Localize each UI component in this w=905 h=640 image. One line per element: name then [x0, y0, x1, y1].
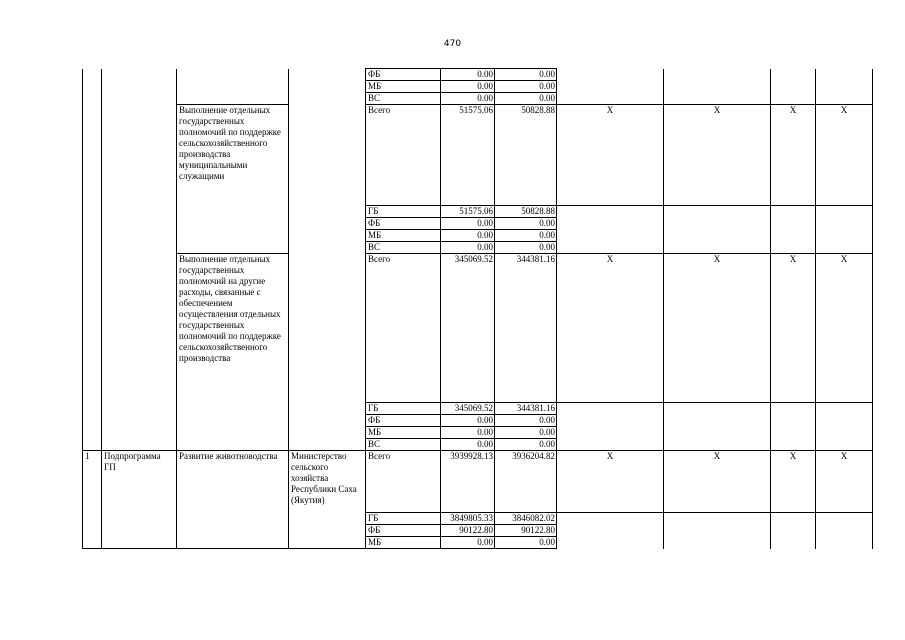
value-cell: 0.00	[441, 427, 495, 439]
x-cell: Х	[771, 105, 816, 206]
value-cell: 51575.06	[441, 206, 495, 218]
value-cell: 0.00	[441, 218, 495, 230]
value-cell: 3849805.33	[441, 513, 495, 525]
source-cell: ФБ	[366, 218, 441, 230]
source-cell: ФБ	[366, 525, 441, 537]
source-cell: ВС	[366, 242, 441, 254]
value-cell: 0.00	[495, 81, 557, 93]
x-cell: Х	[557, 254, 664, 403]
value-cell: 0.00	[495, 242, 557, 254]
source-cell: ФБ	[366, 415, 441, 427]
value-cell: 51575.06	[441, 105, 495, 206]
value-cell: 0.00	[495, 537, 557, 549]
table-row	[83, 451, 873, 513]
value-cell: 90122.80	[441, 525, 495, 537]
value-cell: 0.00	[441, 81, 495, 93]
source-cell: Всего	[366, 254, 441, 403]
x-cell: Х	[664, 105, 771, 206]
value-cell: 0.00	[495, 230, 557, 242]
x-cell: Х	[771, 254, 816, 403]
source-cell: МБ	[366, 537, 441, 549]
value-cell: 0.00	[441, 93, 495, 105]
value-cell: 345069.52	[441, 403, 495, 415]
activity-cell: Выполнение отдельных государственных полномочий по поддержке сельскохозяйственного производства муниципальными служащими	[177, 105, 289, 254]
value-cell: 0.00	[441, 439, 495, 451]
x-cell: Х	[664, 451, 771, 513]
activity-cell: Развитие животноводства	[177, 451, 289, 549]
value-cell: 0.00	[441, 415, 495, 427]
source-cell: ГБ	[366, 513, 441, 525]
table-row	[83, 105, 873, 206]
value-cell: 344381.16	[495, 254, 557, 403]
executor-cell: Министерство сельского хозяйства Республики Саха (Якутия)	[289, 451, 366, 549]
source-cell: ФБ	[366, 69, 441, 81]
page-number: 470	[443, 39, 462, 49]
x-cell: Х	[557, 105, 664, 206]
table-row	[83, 69, 873, 81]
value-cell: 0.00	[441, 69, 495, 81]
source-cell: Всего	[366, 105, 441, 206]
source-cell: МБ	[366, 81, 441, 93]
value-cell: 50828.88	[495, 105, 557, 206]
value-cell: 0.00	[441, 230, 495, 242]
type-cell: Подпрограмма ГП	[102, 451, 177, 549]
source-cell: МБ	[366, 230, 441, 242]
x-cell: Х	[664, 254, 771, 403]
budget-table	[82, 68, 873, 549]
row-number-cell: 1	[83, 451, 102, 549]
x-cell: Х	[816, 451, 873, 513]
value-cell: 0.00	[495, 427, 557, 439]
value-cell: 0.00	[495, 415, 557, 427]
source-cell: Всего	[366, 451, 441, 513]
value-cell: 0.00	[495, 439, 557, 451]
value-cell: 0.00	[441, 242, 495, 254]
table-row	[83, 254, 873, 403]
value-cell: 3936204.82	[495, 451, 557, 513]
value-cell: 0.00	[495, 218, 557, 230]
value-cell: 3939928.13	[441, 451, 495, 513]
value-cell: 0.00	[495, 93, 557, 105]
source-cell: ВС	[366, 439, 441, 451]
value-cell: 3846082.02	[495, 513, 557, 525]
value-cell: 0.00	[495, 69, 557, 81]
value-cell: 0.00	[441, 537, 495, 549]
x-cell: Х	[816, 254, 873, 403]
x-cell: Х	[816, 105, 873, 206]
value-cell: 344381.16	[495, 403, 557, 415]
x-cell: Х	[557, 451, 664, 513]
activity-cell: Выполнение отдельных государственных полномочий на другие расходы, связанные с обеспечением осуществления отдельных государственных полномочий по поддержке сельскохозяйственного производства	[177, 254, 289, 451]
source-cell: ВС	[366, 93, 441, 105]
value-cell: 90122.80	[495, 525, 557, 537]
source-cell: ГБ	[366, 403, 441, 415]
source-cell: ГБ	[366, 206, 441, 218]
source-cell: МБ	[366, 427, 441, 439]
value-cell: 50828.88	[495, 206, 557, 218]
x-cell: Х	[771, 451, 816, 513]
value-cell: 345069.52	[441, 254, 495, 403]
